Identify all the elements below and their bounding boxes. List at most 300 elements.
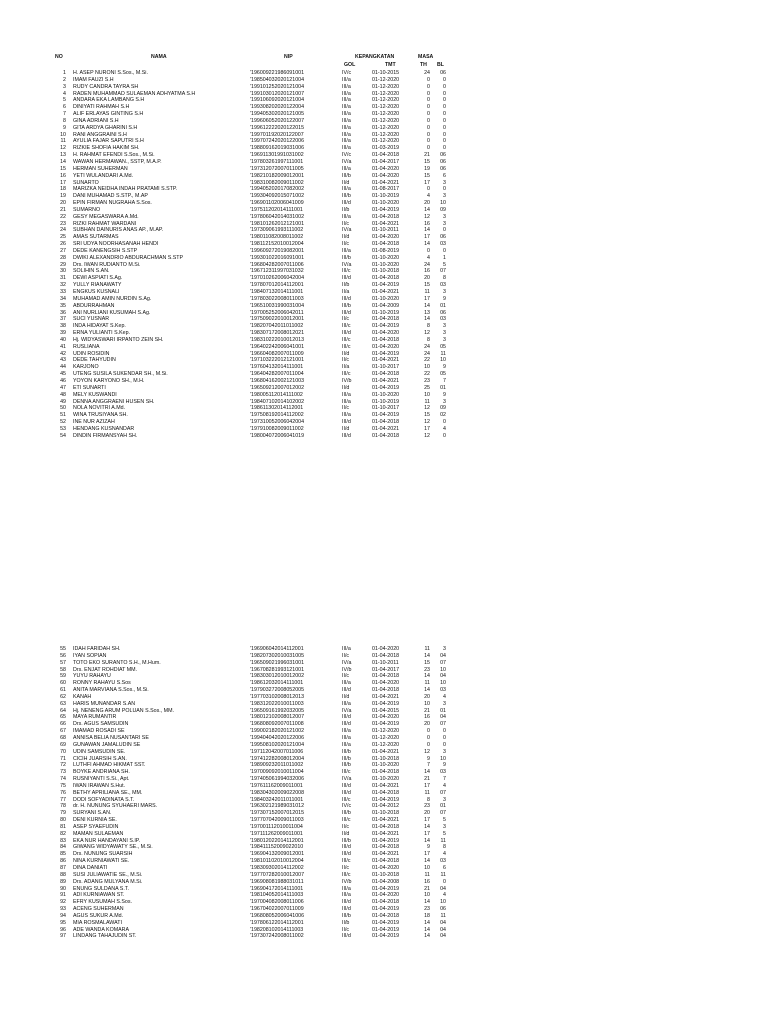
tenure-months: 05 xyxy=(440,371,446,378)
rank-tmt: 01-04-2018 xyxy=(372,687,400,694)
rank-tmt: 01-04-2018 xyxy=(372,241,400,248)
employee-name: SOLIHIN S.AN. xyxy=(73,268,110,275)
rank-tmt: 01-04-2018 xyxy=(372,419,400,426)
employee-name: DWIKI ALEXANDRIO ABDURACHMAN S.STP xyxy=(73,254,184,261)
tenure-months: 07 xyxy=(440,268,446,275)
row-number: 5 xyxy=(63,97,66,104)
tenure-years: 17 xyxy=(424,851,430,858)
row-number: 56 xyxy=(60,652,66,659)
table-row xyxy=(0,913,768,920)
employee-nip: '197009092010011004 xyxy=(250,769,304,776)
rank-gol: II/c xyxy=(342,865,350,871)
employee-nip: '199301022016091001 xyxy=(250,254,305,261)
row-number: 2 xyxy=(63,76,66,83)
employee-nip: '197004082008011006 xyxy=(250,899,304,906)
employee-name: IYAN SOPIAN xyxy=(73,652,107,659)
row-number: 40 xyxy=(60,336,66,343)
employee-nip: '198809162019031006 xyxy=(250,145,305,152)
employee-name: EFRY KUSUMAH S.Sos. xyxy=(73,899,132,906)
rank-tmt: 01-12-2020 xyxy=(372,76,400,83)
row-number: 37 xyxy=(60,316,66,323)
rank-tmt: 01-12-2020 xyxy=(372,734,400,741)
row-number: 59 xyxy=(60,673,66,680)
rank-tmt: 01-04-2020 xyxy=(372,343,400,350)
tenure-months: 11 xyxy=(440,350,446,357)
employee-nip: '198307172008012021 xyxy=(250,330,305,337)
employee-nip: '198303012010012002 xyxy=(250,673,305,680)
employee-name: IMAMAD ROSADI SE xyxy=(73,728,125,735)
tenure-years: 0 xyxy=(427,97,430,104)
tenure-years: 11 xyxy=(424,398,430,405)
rank-gol: III/a xyxy=(342,131,351,138)
employee-name: YUYU RAHAYU xyxy=(73,673,111,680)
tenure-years: 11 xyxy=(424,789,430,796)
tenure-years: 11 xyxy=(424,680,430,687)
tenure-years: 20 xyxy=(424,275,430,282)
tenure-months: 11 xyxy=(440,871,446,878)
row-number: 53 xyxy=(60,425,66,432)
table-row xyxy=(0,433,768,440)
table-row xyxy=(0,97,768,104)
tenure-years: 17 xyxy=(424,782,430,789)
employee-nip: '196510031990031004 xyxy=(250,302,305,309)
rank-tmt: 01-12-2020 xyxy=(372,97,400,104)
row-number: 54 xyxy=(60,432,66,439)
employee-nip: '197310052006042004 xyxy=(250,419,305,426)
table-row xyxy=(0,173,768,180)
tenure-years: 14 xyxy=(424,302,430,309)
tenure-months: 3 xyxy=(443,323,446,330)
tenure-months: 4 xyxy=(443,425,446,432)
tenure-months: 10 xyxy=(440,666,446,673)
tenure-months: 03 xyxy=(440,282,446,289)
employee-name: ACENG SUHERMAN xyxy=(73,906,124,913)
employee-name: YOYON KARYONO SH., M.H. xyxy=(73,377,145,384)
tenure-months: 10 xyxy=(440,357,446,364)
rank-tmt: 01-04-2020 xyxy=(372,234,400,241)
tenure-years: 0 xyxy=(427,138,430,145)
table-row xyxy=(0,769,768,776)
table-row xyxy=(0,933,768,940)
rank-tmt: 01-12-2020 xyxy=(372,117,400,124)
employee-nip: '197405061994032006 xyxy=(250,776,305,783)
employee-nip: '197511202014111001 xyxy=(250,206,303,213)
tenure-years: 0 xyxy=(427,145,430,152)
employee-nip: '199707242020122006 xyxy=(250,138,305,145)
employee-nip: '196509161992032005 xyxy=(250,707,305,714)
table-row xyxy=(0,138,768,145)
row-number: 23 xyxy=(60,220,66,227)
rank-gol: III/a xyxy=(342,885,351,892)
employee-nip: '199609272019082001 xyxy=(250,247,305,254)
tenure-months: 04 xyxy=(440,919,446,926)
employee-name: RUDY CANDRA TAYRA SH xyxy=(73,83,139,90)
table-row xyxy=(0,262,768,269)
rank-tmt: 01-12-2020 xyxy=(372,741,400,748)
tenure-months: 06 xyxy=(440,158,446,165)
tenure-months: 0 xyxy=(443,432,446,439)
rank-tmt: 01-10-2019 xyxy=(372,309,400,316)
row-number: 95 xyxy=(60,919,66,926)
table-row xyxy=(0,749,768,756)
employee-nip: '198101262012121001 xyxy=(250,220,305,227)
employee-name: ETI SUNARTI xyxy=(73,384,106,391)
employee-name: NINA KURNIAWATI SE. xyxy=(73,858,130,865)
row-number: 46 xyxy=(60,377,66,384)
rank-gol: III/a xyxy=(342,186,351,193)
tenure-months: 0 xyxy=(443,97,446,104)
rank-tmt: 01-04-2021 xyxy=(372,782,400,789)
row-number: 27 xyxy=(60,247,66,254)
tenure-months: 03 xyxy=(440,316,446,323)
employee-name: RIZKI RAHMAT WARDANI xyxy=(73,220,137,227)
rank-gol: III/a xyxy=(342,680,351,687)
rank-gol: II/d xyxy=(342,350,350,357)
row-number: 93 xyxy=(60,906,66,913)
tenure-years: 18 xyxy=(424,912,430,919)
table-row xyxy=(0,371,768,378)
tenure-months: 0 xyxy=(443,145,446,152)
rank-tmt: 01-04-2018 xyxy=(372,673,400,680)
employee-name: HENDANG KUSNANDAR xyxy=(73,425,135,432)
tenure-years: 0 xyxy=(427,117,430,124)
rank-gol: II/d xyxy=(342,179,350,186)
employee-nip: '197412282008012004 xyxy=(250,755,305,762)
rank-tmt: 01-10-2011 xyxy=(372,227,399,234)
tenure-months: 3 xyxy=(443,193,446,200)
rank-gol: III/a xyxy=(342,124,351,131)
employee-nip: '199002182020121002 xyxy=(250,728,305,735)
tenure-months: 3 xyxy=(443,289,446,295)
rank-tmt: 01-10-2020 xyxy=(372,762,400,769)
rank-tmt: 01-04-2019 xyxy=(372,412,400,419)
tenure-years: 16 xyxy=(424,878,430,885)
table-row xyxy=(0,255,768,262)
rank-tmt: 01-04-2019 xyxy=(372,323,400,330)
rank-gol: III/c xyxy=(342,371,351,378)
tenure-months: 02 xyxy=(440,412,446,419)
employee-nip: '197806122014112001 xyxy=(250,919,304,926)
employee-name: SUSI JULIAWATIE SE., M.Si. xyxy=(73,871,143,878)
tenure-months: 9 xyxy=(443,391,446,398)
table-row xyxy=(0,920,768,927)
rank-gol: III/d xyxy=(342,295,351,302)
rank-gol: II/c xyxy=(342,357,350,364)
rank-tmt: 01-12-2020 xyxy=(372,90,400,97)
table-row xyxy=(0,111,768,118)
row-number: 62 xyxy=(60,693,66,700)
column-header-masa: MASA xyxy=(418,54,434,60)
row-number: 89 xyxy=(60,878,66,885)
employee-nip: '199308202020122004 xyxy=(250,104,305,111)
employee-nip: '197309061993111002 xyxy=(250,227,304,234)
tenure-months: 01 xyxy=(440,707,446,714)
employee-name: ENUNG SULDANA S.T. xyxy=(73,885,129,892)
row-number: 64 xyxy=(60,707,66,714)
employee-name: AYULIA FAJAR SAPUTRI S.H xyxy=(73,138,144,145)
rank-gol: III/c xyxy=(342,769,351,776)
rank-tmt: 01-04-2019 xyxy=(372,926,400,933)
row-number: 70 xyxy=(60,748,66,755)
employee-nip: '197807012014112001 xyxy=(250,282,304,289)
rank-gol: II/b xyxy=(342,206,350,213)
table-row xyxy=(0,838,768,845)
employee-name: DEDE KANENGSIH S.STP xyxy=(73,247,138,254)
employee-nip: '197103222012121001 xyxy=(250,357,305,364)
rank-tmt: 01-10-2020 xyxy=(372,391,400,398)
tenure-years: 14 xyxy=(424,673,430,680)
table-row xyxy=(0,783,768,790)
rank-gol: IV/a xyxy=(342,776,352,783)
column-header-kepangkatan: KEPANGKATAN xyxy=(355,54,395,60)
tenure-years: 14 xyxy=(424,933,430,940)
rank-gol: IV/c xyxy=(342,70,352,76)
rank-gol: III/a xyxy=(342,741,351,748)
rank-tmt: 01-04-2020 xyxy=(372,680,400,687)
rank-gol: IV/a xyxy=(342,227,352,234)
table-row xyxy=(0,316,768,323)
row-number: 6 xyxy=(63,104,66,111)
tenure-months: 4 xyxy=(443,851,446,858)
tenure-months: 3 xyxy=(443,796,446,803)
rank-tmt: 01-04-2018 xyxy=(372,336,400,343)
tenure-years: 23 xyxy=(424,906,430,913)
table-row xyxy=(0,268,768,275)
rank-tmt: 01-04-2019 xyxy=(372,206,400,213)
tenure-months: 07 xyxy=(440,810,446,817)
rank-gol: III/a xyxy=(342,734,351,741)
rank-tmt: 01-04-2018 xyxy=(372,789,400,796)
employee-nip: '198309302014112002 xyxy=(250,865,304,871)
tenure-years: 20 xyxy=(424,810,430,817)
employee-name: UTENG SUSILA SUKENDAR SH., M.Si. xyxy=(73,371,168,378)
tenure-months: 06 xyxy=(440,234,446,241)
table-row xyxy=(0,186,768,193)
row-number: 51 xyxy=(60,412,66,419)
table-row xyxy=(0,721,768,728)
tenure-months: 04 xyxy=(440,933,446,940)
table-row xyxy=(0,364,768,371)
employee-name: RANI ANGGRAINI S.H xyxy=(73,131,127,138)
row-number: 50 xyxy=(60,405,66,412)
rank-tmt: 01-04-2021 xyxy=(372,748,400,755)
employee-nip: '197903272008052005 xyxy=(250,687,305,694)
table-row xyxy=(0,735,768,742)
employee-nip: '198012102008012007 xyxy=(250,714,305,721)
employee-nip: '199101252020121004 xyxy=(250,83,305,90)
row-number: 60 xyxy=(60,680,66,687)
table-row xyxy=(0,378,768,385)
rank-tmt: 01-04-2021 xyxy=(372,377,400,384)
employee-nip: '197001112010011004 xyxy=(250,823,303,830)
rank-tmt: 01-04-2008 xyxy=(372,878,400,885)
row-number: 12 xyxy=(60,145,66,152)
tenure-years: 12 xyxy=(424,748,430,755)
table-row xyxy=(0,714,768,721)
tenure-years: 15 xyxy=(424,412,430,419)
rank-gol: II/d xyxy=(342,234,350,241)
row-number: 72 xyxy=(60,762,66,769)
table-row xyxy=(0,728,768,735)
row-number: 76 xyxy=(60,789,66,796)
rank-tmt: 01-04-2018 xyxy=(372,152,400,159)
rank-gol: III/b xyxy=(342,810,351,817)
employee-name: WINA TRUSIYANA SH. xyxy=(73,412,128,419)
rank-tmt: 01-10-2019 xyxy=(372,193,400,200)
row-number: 47 xyxy=(60,384,66,391)
rank-gol: III/a xyxy=(342,90,351,97)
employee-name: SUNARTO xyxy=(73,179,99,186)
rank-tmt: 01-04-2019 xyxy=(372,384,400,391)
employee-nip: '196904132009012001 xyxy=(250,851,305,858)
rank-gol: III/d xyxy=(342,275,351,282)
employee-name: Drs. ENJAT ROHDIAT MM. xyxy=(73,666,138,673)
employee-name: TOTO EKO SURANTO S.H., M.Hum. xyxy=(73,659,161,666)
row-number: 66 xyxy=(60,721,66,728)
row-number: 91 xyxy=(60,892,66,899)
table-row xyxy=(0,180,768,187)
rank-tmt: 01-04-2021 xyxy=(372,425,400,432)
row-number: 29 xyxy=(60,261,66,268)
tenure-years: 0 xyxy=(427,90,430,97)
employee-name: GINA ADRIANI S.H xyxy=(73,117,119,124)
table-row xyxy=(0,405,768,412)
rank-gol: IV/a xyxy=(342,707,352,714)
tenure-years: 17 xyxy=(424,817,430,824)
tenure-months: 10 xyxy=(440,755,446,762)
tenure-years: 14 xyxy=(424,652,430,659)
employee-name: YULLY RIANAWATY xyxy=(73,282,122,289)
row-number: 80 xyxy=(60,817,66,824)
row-number: 71 xyxy=(60,755,66,762)
tenure-years: 14 xyxy=(424,769,430,776)
rank-gol: III/a xyxy=(342,145,351,152)
row-number: 92 xyxy=(60,899,66,906)
employee-nip: '197010262006042004 xyxy=(250,275,305,282)
rank-gol: II/d xyxy=(342,830,350,837)
tenure-months: 0 xyxy=(443,83,446,90)
employee-table-section-2 xyxy=(0,646,768,940)
tenure-years: 24 xyxy=(424,350,430,357)
employee-name: LUTHFI AHMAD HIKMAT SST. xyxy=(73,762,146,769)
rank-tmt: 01-04-2018 xyxy=(372,213,400,220)
employee-name: ASEP SYAEFUDIN xyxy=(73,823,119,830)
tenure-months: 0 xyxy=(443,734,446,741)
row-number: 43 xyxy=(60,357,66,364)
row-number: 75 xyxy=(60,782,66,789)
row-number: 21 xyxy=(60,206,66,213)
employee-nip: '196901102006041009 xyxy=(250,200,304,207)
rank-tmt: 01-04-2019 xyxy=(372,700,400,707)
row-number: 14 xyxy=(60,158,66,165)
rank-gol: III/c xyxy=(342,323,351,330)
rank-tmt: 01-10-2018 xyxy=(372,871,400,878)
employee-name: ANDARA EKA LAMBANG S.H xyxy=(73,97,145,104)
tenure-months: 0 xyxy=(443,419,446,426)
employee-name: DINDIN FIRMANSYAH SH. xyxy=(73,432,138,439)
row-number: 41 xyxy=(60,343,66,350)
table-row xyxy=(0,193,768,200)
employee-name: Drs. IWAN RUDIANTO M.Si. xyxy=(73,261,141,268)
employee-name: UDIN SAMSUDIN SE. xyxy=(73,748,126,755)
tenure-months: 3 xyxy=(443,179,446,186)
rank-tmt: 01-04-2021 xyxy=(372,289,400,295)
table-row xyxy=(0,337,768,344)
table-row xyxy=(0,282,768,289)
rank-tmt: 01-04-2018 xyxy=(372,432,400,439)
employee-nip: '196604082007011009 xyxy=(250,350,304,357)
tenure-months: 07 xyxy=(440,659,446,666)
tenure-years: 14 xyxy=(424,227,430,234)
tenure-years: 0 xyxy=(427,104,430,111)
rank-gol: III/d xyxy=(342,432,351,439)
employee-nip: '197707282010012007 xyxy=(250,871,305,878)
rank-gol: II/d xyxy=(342,425,350,432)
employee-name: SRI UDYA NOORHASANAH HENDI xyxy=(73,241,159,248)
employee-nip: '197803261997111001 xyxy=(250,158,304,165)
tenure-months: 06 xyxy=(440,309,446,316)
employee-nip: '199508102020121004 xyxy=(250,741,305,748)
tenure-years: 15 xyxy=(424,282,430,289)
tenure-months: 06 xyxy=(440,152,446,159)
tenure-months: 10 xyxy=(440,899,446,906)
row-number: 55 xyxy=(60,646,66,652)
row-number: 30 xyxy=(60,268,66,275)
tenure-months: 9 xyxy=(443,762,446,769)
employee-name: Drs. NUNUNG SUARSIH xyxy=(73,851,133,858)
row-number: 82 xyxy=(60,830,66,837)
rank-tmt: 01-04-2020 xyxy=(372,714,400,721)
rank-gol: III/a xyxy=(342,646,351,652)
row-number: 31 xyxy=(60,275,66,282)
tenure-years: 10 xyxy=(424,391,430,398)
column-header-nip: NIP xyxy=(284,54,293,60)
rank-tmt: 01-04-2021 xyxy=(372,220,400,227)
row-number: 44 xyxy=(60,364,66,371)
tenure-months: 6 xyxy=(443,865,446,871)
rank-gol: III/b xyxy=(342,748,351,755)
tenure-months: 1 xyxy=(443,254,446,261)
employee-nip: '196911301991031002 xyxy=(250,152,304,159)
tenure-months: 3 xyxy=(443,823,446,830)
table-row xyxy=(0,275,768,282)
employee-nip: '198611302014112001 xyxy=(250,405,304,412)
rank-gol: III/a xyxy=(342,892,351,899)
employee-nip: '198403242011011001 xyxy=(250,796,304,803)
rank-gol: III/c xyxy=(342,268,351,275)
employee-name: DEWI ASPIATI S.Ag. xyxy=(73,275,123,282)
rank-gol: III/d xyxy=(342,933,351,940)
rank-gol: III/d xyxy=(342,330,351,337)
employee-name: WAWAN HERMAWAN., SSTP, M.A.P. xyxy=(73,158,162,165)
employee-nip: '199103012020121007 xyxy=(250,90,305,97)
table-row xyxy=(0,810,768,817)
tenure-years: 10 xyxy=(424,865,430,871)
rank-gol: II/d xyxy=(342,693,350,700)
table-row xyxy=(0,200,768,207)
tenure-years: 11 xyxy=(424,289,430,295)
rank-tmt: 01-04-2020 xyxy=(372,330,400,337)
rank-gol: III/d xyxy=(342,714,351,721)
employee-name: DENNA ANGGRAENI HUSEN SH. xyxy=(73,398,155,405)
row-number: 81 xyxy=(60,823,66,830)
rank-tmt: 01-04-2020 xyxy=(372,865,400,871)
row-number: 79 xyxy=(60,810,66,817)
rank-gol: III/d xyxy=(342,789,351,796)
tenure-years: 16 xyxy=(424,220,430,227)
rank-tmt: 01-04-2018 xyxy=(372,844,400,851)
rank-gol: III/b xyxy=(342,912,351,919)
